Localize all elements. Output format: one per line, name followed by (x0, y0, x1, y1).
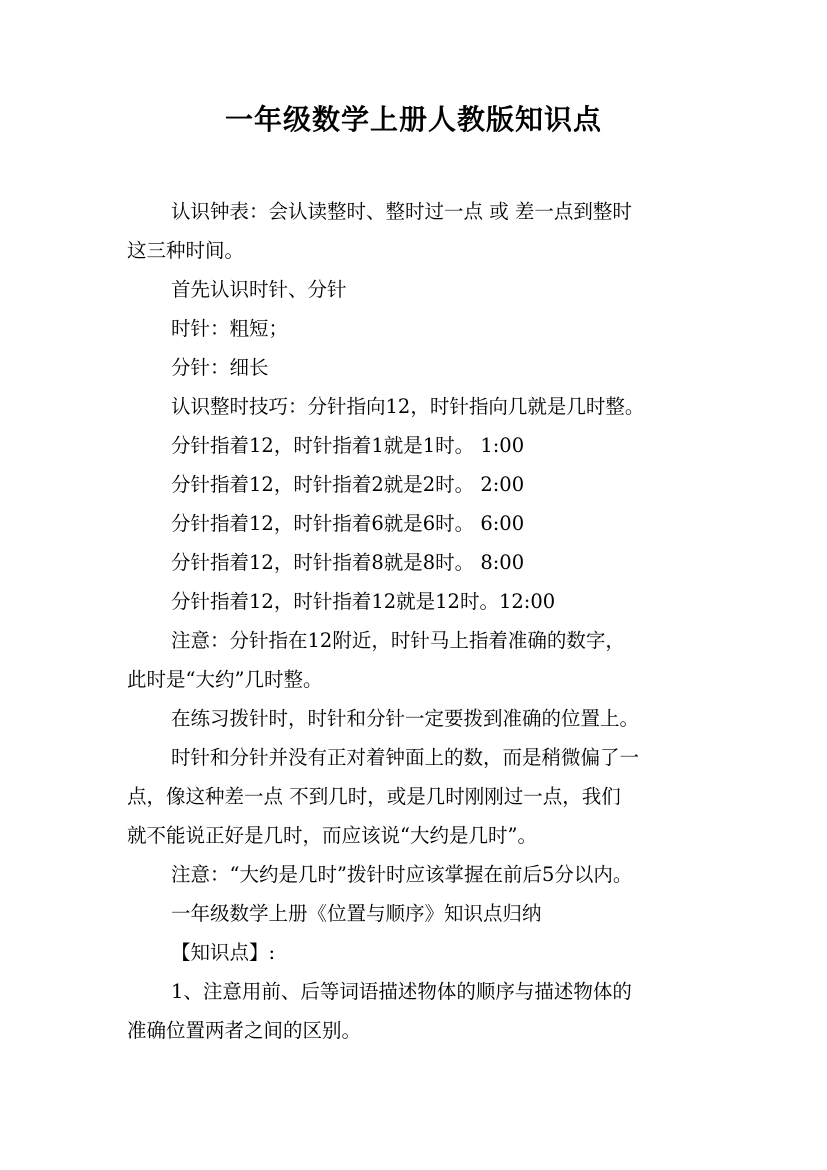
paragraph-line: 一年级数学上册《位置与顺序》知识点归纳 (171, 902, 542, 925)
paragraph-line: 注意：分针指在12附近，时针马上指着准确的数字， (171, 629, 625, 652)
paragraph-line: 分针指着12，时针指着6就是6时。 6:00 (171, 512, 525, 535)
paragraph-line: 时针：粗短； (171, 317, 289, 340)
paragraph-line: 准确位置两者之间的区别。 (127, 1019, 362, 1042)
paragraph-line: 1、注意用前、后等词语描述物体的顺序与描述物体的 (171, 980, 632, 1003)
paragraph-line: 分针指着12，时针指着12就是12时。12:00 (171, 590, 556, 613)
paragraph-line: 【知识点】: (171, 941, 276, 964)
paragraph-line: 分针：细长 (171, 356, 269, 379)
paragraph-line: 分针指着12，时针指着8就是8时。 8:00 (171, 551, 525, 574)
paragraph-line: 点，像这种差一点 不到几时，或是几时刚刚过一点，我们 (127, 785, 621, 808)
paragraph-line: 时针和分针并没有正对着钟面上的数，而是稍微偏了一 (171, 746, 640, 769)
paragraph-line: 注意：“大约是几时”拨针时应该掌握在前后5分以内。 (171, 863, 633, 886)
paragraph-line: 就不能说正好是几时，而应该说“大约是几时”。 (127, 824, 537, 847)
paragraph-line: 认识钟表：会认读整时、整时过一点 或 差一点到整时 (171, 200, 632, 223)
paragraph-line: 此时是“大约”几时整。 (127, 668, 323, 691)
paragraph-line: 分针指着12，时针指着1就是1时。 1:00 (171, 434, 525, 457)
paragraph-line: 这三种时间。 (127, 239, 245, 262)
paragraph-line: 首先认识时针、分针 (171, 278, 347, 301)
paragraph-line: 在练习拨针时，时针和分针一定要拨到准确的位置上。 (171, 707, 640, 730)
paragraph-line: 认识整时技巧：分针指向12，时针指向几就是几时整。 (171, 395, 645, 418)
document-title: 一年级数学上册人教版知识点 (224, 103, 602, 136)
paragraph-line: 分针指着12，时针指着2就是2时。 2:00 (171, 473, 525, 496)
